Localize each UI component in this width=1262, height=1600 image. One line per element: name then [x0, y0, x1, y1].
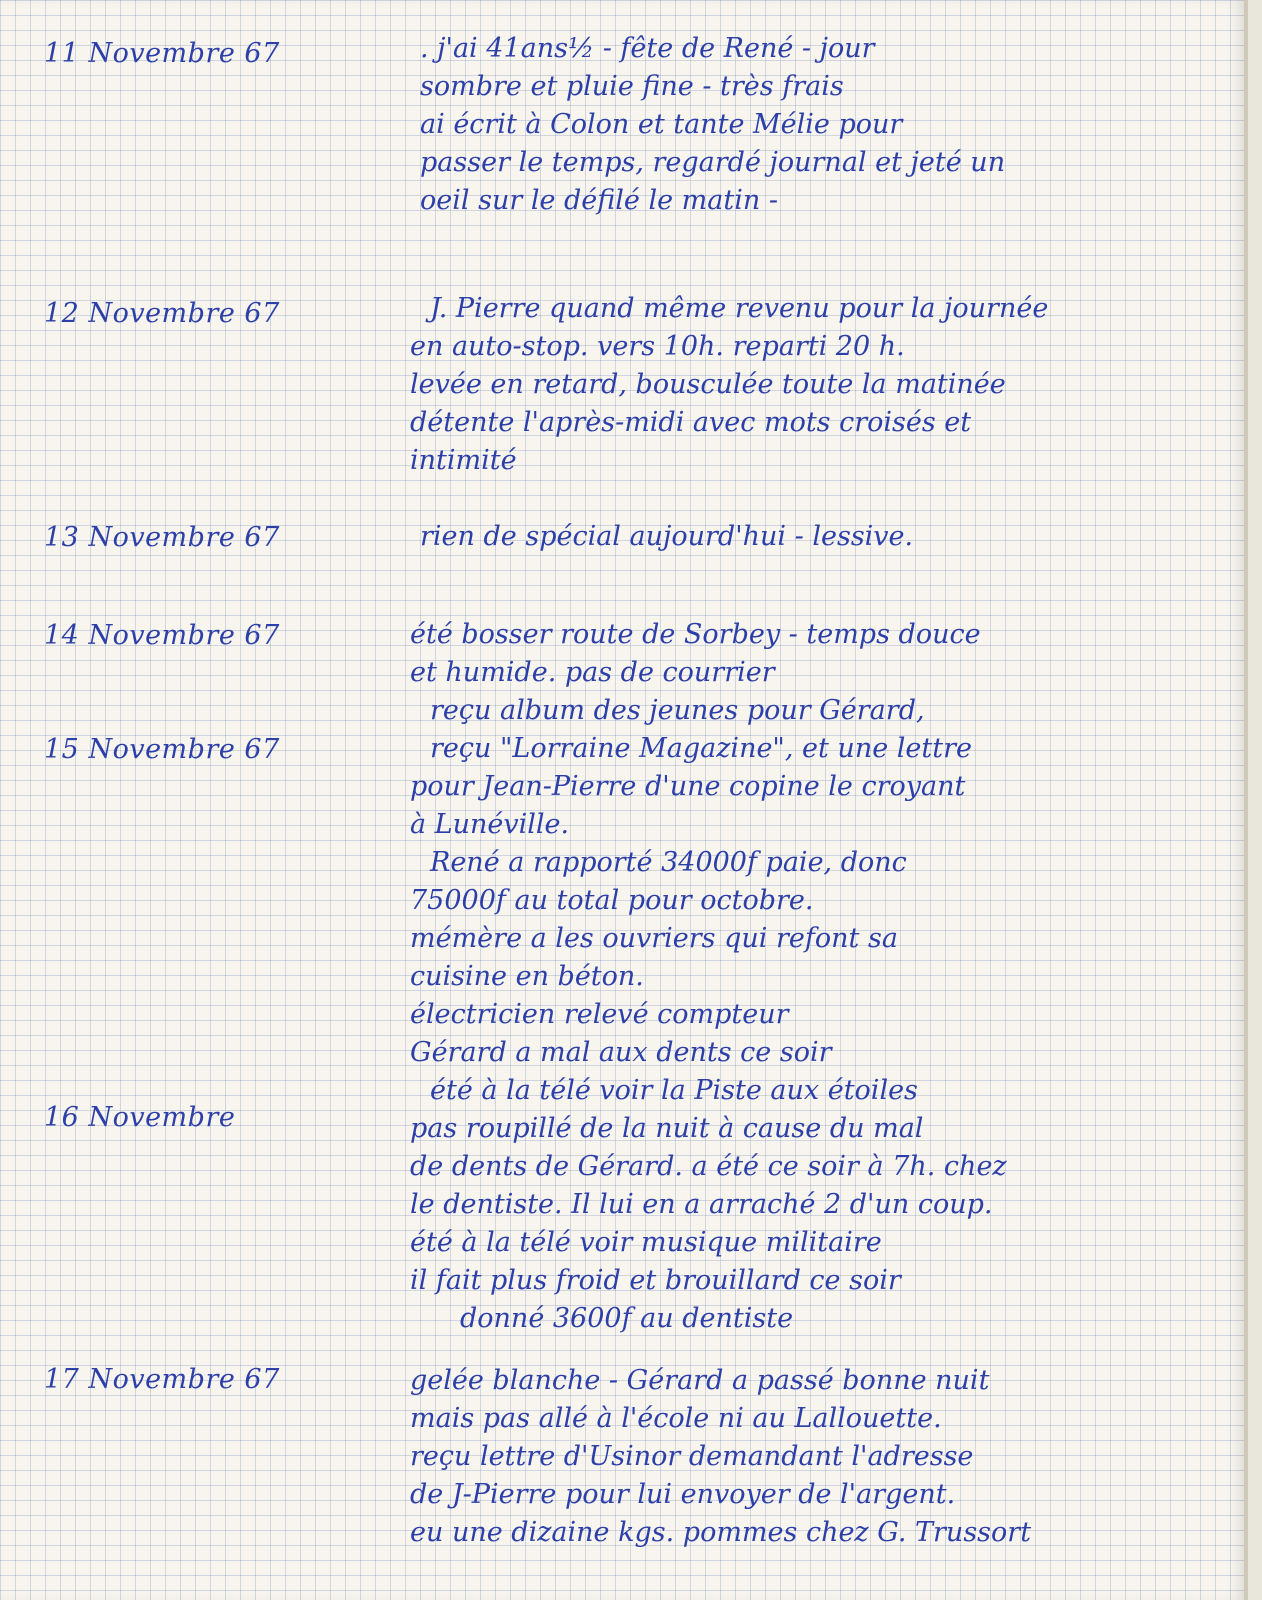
entry-line: de dents de Gérard. a été ce soir à 7h. chez [410, 1151, 1007, 1182]
entry-line: pas roupillé de la nuit à cause du mal [410, 1113, 924, 1144]
entry-line: électricien relevé compteur [410, 999, 789, 1030]
entry-line: pour Jean-Pierre d'une copine le croyant [410, 771, 966, 802]
entry-line: rien de spécial aujourd'hui - lessive. [420, 521, 914, 552]
entry-line: donné 3600f au dentiste [460, 1303, 794, 1334]
entry-line: reçu album des jeunes pour Gérard, [430, 695, 925, 726]
entry-line: . j'ai 41ans½ - fête de René - jour [420, 33, 875, 64]
entry-line: le dentiste. Il lui en a arraché 2 d'un coup. [410, 1189, 993, 1220]
entry-line: intimité [410, 445, 517, 476]
entry-line: ai écrit à Colon et tante Mélie pour [420, 109, 903, 140]
entry-text [410, 1110, 1230, 1338]
entry-line: sombre et pluie fine - très frais [420, 71, 844, 102]
entry-line: de J-Pierre pour lui envoyer de l'argent. [410, 1479, 956, 1510]
entry-date: 17 Novembre 67 [44, 1364, 280, 1395]
entry-line: cuisine en béton. [410, 961, 644, 992]
entry-line: mémère a les ouvriers qui refont sa [410, 923, 898, 954]
entry-line: été à la télé voir musique militaire [410, 1227, 882, 1258]
entry-date: 16 Novembre [44, 1102, 236, 1133]
entry-line: oeil sur le défilé le matin - [420, 185, 778, 216]
entry-date: 15 Novembre 67 [44, 734, 280, 765]
entry-line: en auto-stop. vers 10h. reparti 20 h. [410, 331, 905, 362]
entry-line: et humide. pas de courrier [410, 657, 775, 688]
entry-date: 14 Novembre 67 [44, 620, 280, 651]
entry-line: eu une dizaine kgs. pommes chez G. Trussort [410, 1517, 1032, 1548]
entry-line: été à la télé voir la Piste aux étoiles [430, 1075, 918, 1106]
entry-date: 12 Novembre 67 [44, 298, 280, 329]
entry-text [420, 518, 1240, 556]
entry-line: René a rapporté 34000f paie, donc [430, 847, 907, 878]
entry-line: passer le temps, regardé journal et jeté un [420, 147, 1006, 178]
entry-text [410, 1362, 1230, 1552]
entry-text [420, 30, 1240, 220]
entry-line: mais pas allé à l'école ni au Lallouette. [410, 1403, 942, 1434]
entry-line: gelée blanche - Gérard a passé bonne nuit [410, 1365, 990, 1396]
entry-line: il fait plus froid et brouillard ce soir [410, 1265, 901, 1296]
entry-line: reçu "Lorraine Magazine", et une lettre [430, 733, 972, 764]
entry-text [410, 730, 1230, 1110]
entry-line: été bosser route de Sorbey - temps douce [410, 619, 981, 650]
entry-line: détente l'après-midi avec mots croisés et [410, 407, 972, 438]
entry-line: J. Pierre quand même revenu pour la journée [430, 293, 1049, 324]
entry-line: 75000f au total pour octobre. [410, 885, 814, 916]
entry-text [410, 616, 1230, 730]
entry-text [410, 290, 1230, 480]
entry-line: reçu lettre d'Usinor demandant l'adresse [410, 1441, 974, 1472]
entry-line: Gérard a mal aux dents ce soir [410, 1037, 832, 1068]
entry-line: à Lunéville. [410, 809, 570, 840]
entry-line: levée en retard, bousculée toute la matinée [410, 369, 1006, 400]
entry-date: 13 Novembre 67 [44, 522, 280, 553]
entry-date: 11 Novembre 67 [44, 38, 280, 69]
